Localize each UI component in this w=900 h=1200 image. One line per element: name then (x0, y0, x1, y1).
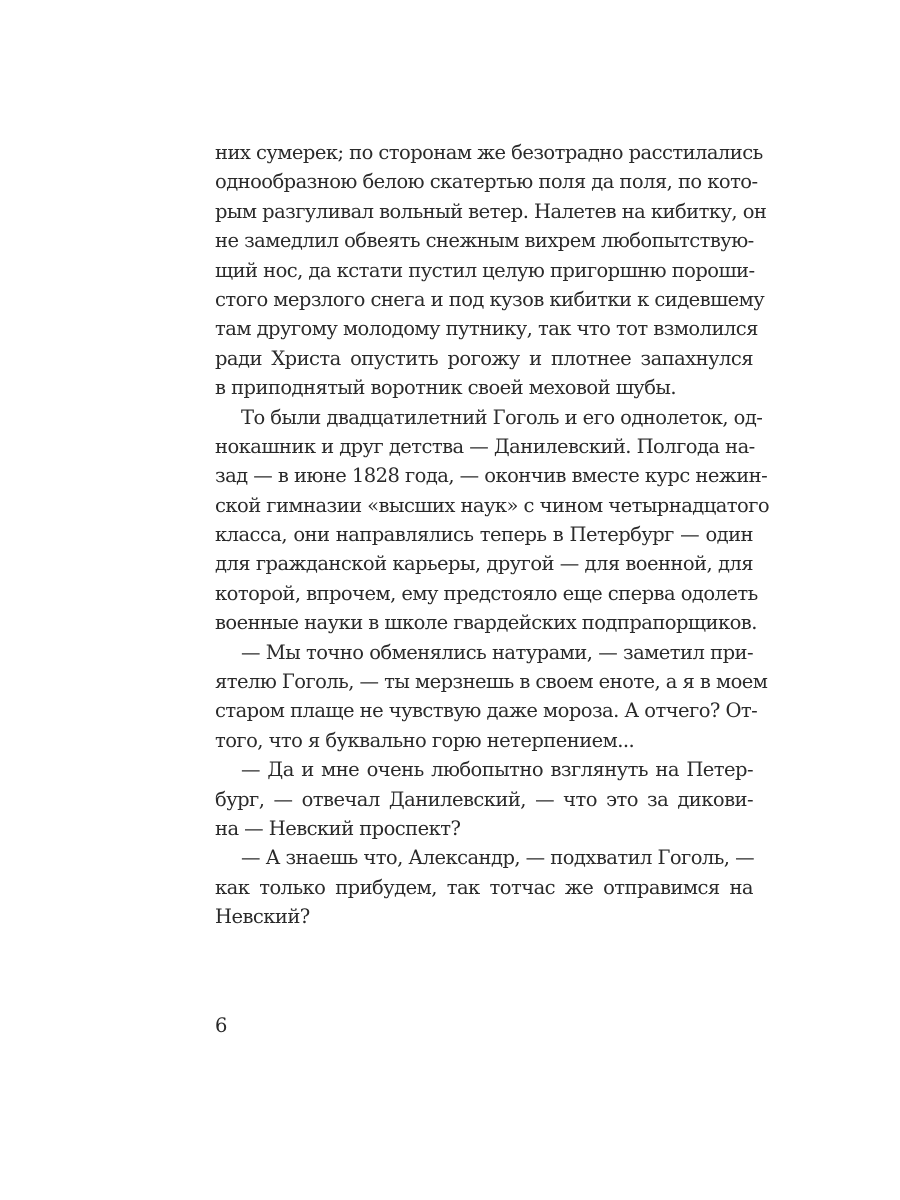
text-line: старом плаще не чувствую даже мороза. А отчего? От- (215, 699, 758, 723)
page-number: 6 (215, 1014, 228, 1037)
text-line: ской гимназии «высших наук» с чином четырнадцатого (215, 493, 770, 517)
text-line: не замедлил обвеять снежным вихрем любопытствую- (215, 229, 754, 253)
text-line: — А знаешь что, Александр, — подхватил Гоголь, — (241, 846, 755, 870)
text-line: класса, они направлялись теперь в Петербург — один (215, 523, 753, 547)
text-line: как только прибудем, так тотчас же отправимся на (215, 875, 753, 899)
text-line: Невский? (215, 905, 310, 929)
text-line: — Мы точно обменялись натурами, — заметил при- (241, 640, 753, 664)
text-line: рым разгуливал вольный ветер. Налетев на кибитку, он (215, 199, 767, 223)
text-line: там другому молодому путнику, так что тот взмолился (215, 317, 758, 341)
text-line: стого мерзлого снега и под кузов кибитки к сидевшему (215, 287, 765, 311)
text-line: То были двадцатилетний Гоголь и его однолеток, од- (241, 405, 763, 429)
text-line: ради Христа опустить рогожу и плотнее запахнулся (215, 346, 753, 370)
text-line: нокашник и друг детства — Данилевский. Полгода на- (215, 434, 755, 458)
text-line: на — Невский проспект? (215, 816, 461, 840)
text-line: военные науки в школе гвардейских подпрапорщиков. (215, 611, 757, 635)
text-line: для гражданской карьеры, другой — для военной, для (215, 552, 753, 576)
body-text (215, 138, 770, 932)
text-line: ятелю Гоголь, — ты мерзнешь в своем еноте, а я в моем (215, 670, 768, 694)
text-line: — Да и мне очень любопытно взглянуть на Петер- (241, 758, 753, 782)
text-line: которой, впрочем, ему предстояло еще сперва одолеть (215, 581, 758, 605)
text-line: того, что я буквально горю нетерпением... (215, 728, 635, 752)
text-line: них сумерек; по сторонам же безотрадно расстилались (215, 141, 763, 164)
text-line: в приподнятый воротник своей меховой шубы. (215, 376, 677, 400)
text-line: однообразною белою скатертью поля да поля, по кото- (215, 170, 758, 194)
text-line: бург, — отвечал Данилевский, — что это за дикови- (215, 787, 753, 811)
text-line: щий нос, да кстати пустил целую пригоршню пороши- (215, 258, 755, 282)
text-line: зад — в июне 1828 года, — окончив вместе курс нежин- (215, 464, 768, 488)
